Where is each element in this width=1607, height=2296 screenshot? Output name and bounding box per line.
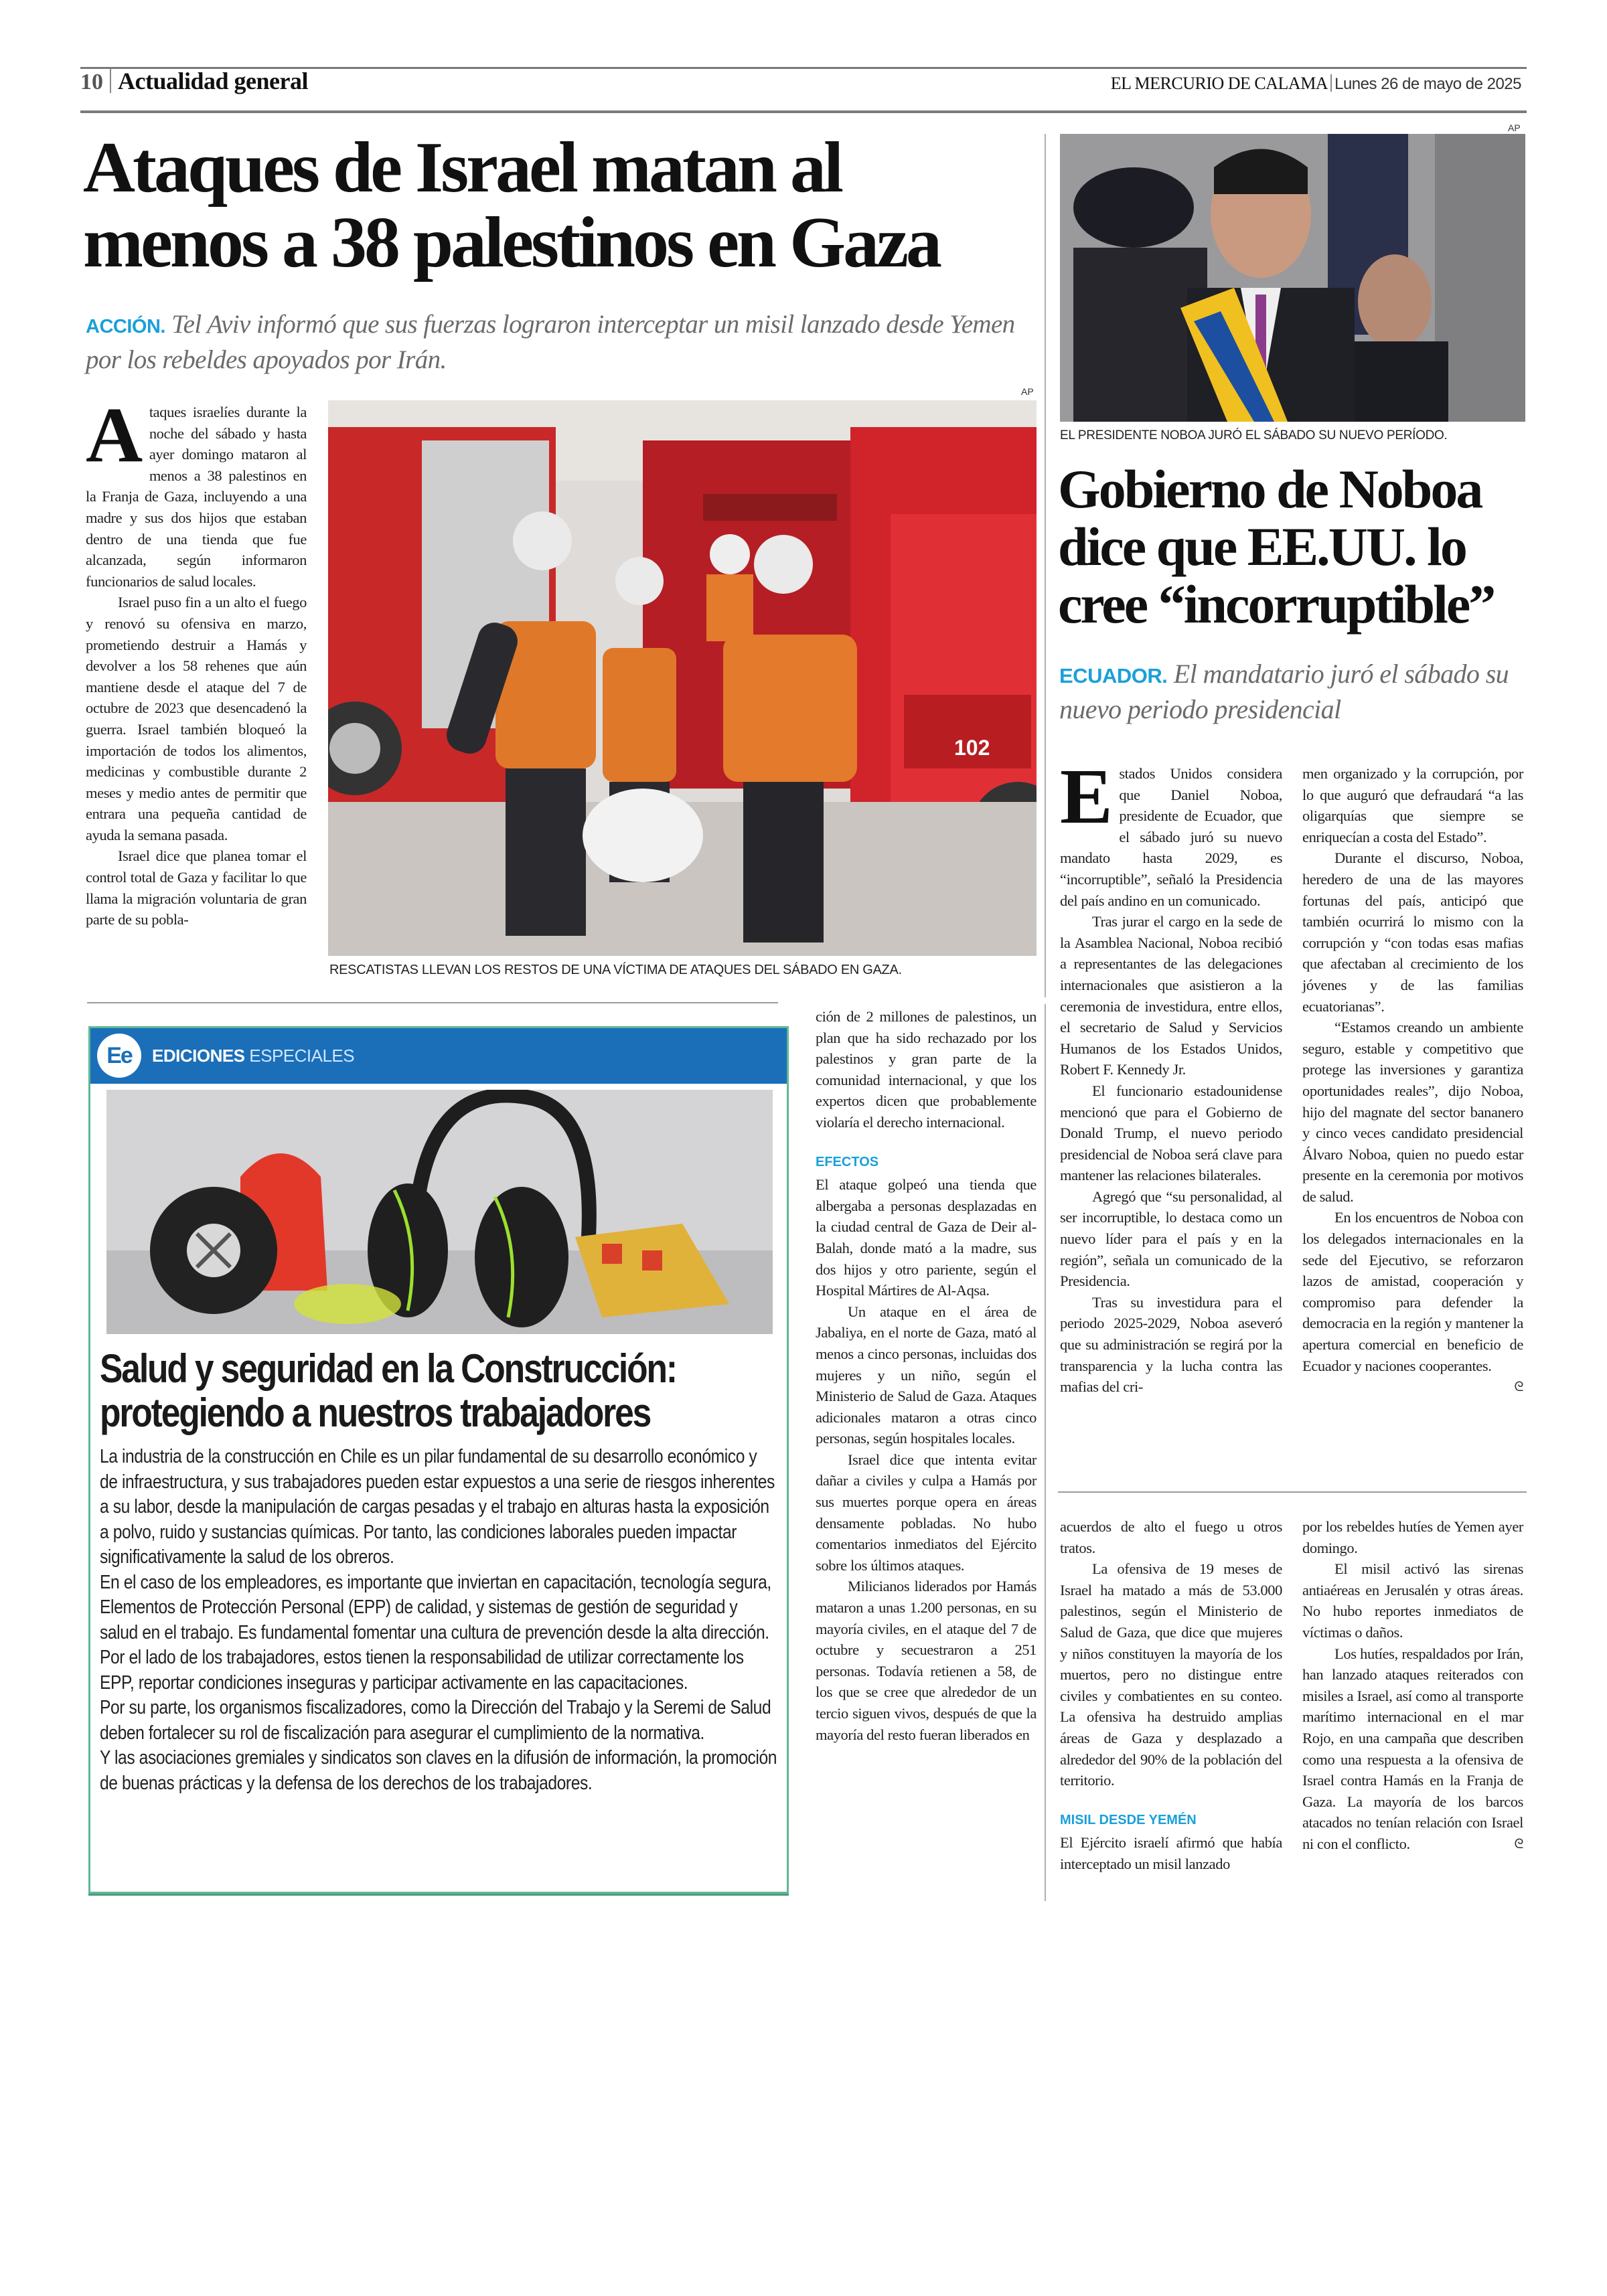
noboa-photo-credit: AP xyxy=(1508,122,1521,133)
gaza-deck-text: Tel Aviv informó que sus fuerzas lograron interceptar un misil lanzado desde Yemen por los rebeldes apoyados por Irán. xyxy=(86,310,1015,374)
page-number: 10 xyxy=(80,70,103,94)
gaza-paragraph: por los rebeldes hutíes de Yemen ayer domingo. xyxy=(1302,1518,1523,1556)
svg-text:102: 102 xyxy=(954,736,990,760)
noboa-photo-caption: EL PRESIDENTE NOBOA JURÓ EL SÁBADO SU NUEVO PERÍODO. xyxy=(1060,428,1448,442)
gaza-paragraph: El misil activó las sirenas antiaéreas en Jerusalén y otras áreas. No hubo reportes inmediatos de víctimas o daños. xyxy=(1302,1560,1523,1641)
noboa-paragraph: El funcionario estadounidense mencionó que para el Gobierno de Donald Trump, el nuevo periodo presidencial de Noboa será clave para mantener las relaciones bilaterales. xyxy=(1060,1082,1282,1184)
noboa-photo xyxy=(1060,134,1525,422)
gaza-body-col3 xyxy=(1060,1516,1282,1875)
noboa-paragraph: Tras jurar el cargo en la sede de la Asamblea Nacional, Noboa recibió a representantes de las delegaciones internacionales que asistieron a la ceremonia de investidura, entre ellos, el secretario de Salud y Servicios Humanos de los Estados Unidos, Robert F. Kennedy Jr. xyxy=(1060,913,1282,1078)
ad-title-line1: Salud y seguridad en la Construcción: xyxy=(100,1346,676,1391)
ad-paragraph: Por su parte, los organismos fiscalizadores, como la Dirección del Trabajo y la Seremi de Salud deben fortalecer su rol de fiscalización para asegurar el cumplimiento de la normativa. xyxy=(100,1697,771,1744)
header-separator xyxy=(110,69,111,93)
ediciones-especiales-logo: Ee xyxy=(97,1034,141,1078)
gaza-body-col4 xyxy=(1302,1516,1523,1855)
gaza-paragraph: Israel dice que planea tomar el control total de Gaza y facilitar lo que llama la migración voluntaria de gran parte de su pobla- xyxy=(86,847,307,928)
header-separator xyxy=(1330,74,1332,92)
gaza-paragraph: Los hutíes, respaldados por Irán, han lanzado ataques reiterados con misiles a Israel, así como al transporte marítimo internacional en el mar Rojo, en una campaña que describen como una respuesta a la ofensiva de Israel contra Hamás en la Franja de Gaza. La mayoría de los barcos atacados no tenían relación con Israel ni con el conflicto. ᘓ xyxy=(1302,1643,1523,1855)
subhead-misil: MISIL DESDE YEMÉN xyxy=(1060,1812,1197,1827)
gaza-kicker: ACCIÓN. xyxy=(86,316,165,337)
noboa-body-col1 xyxy=(1060,752,1282,1398)
ad-title xyxy=(100,1347,676,1435)
caption-divider xyxy=(87,1002,778,1003)
noboa-end-divider xyxy=(1058,1491,1527,1493)
gaza-photo-credit: AP xyxy=(1021,386,1034,397)
column-divider xyxy=(1045,1004,1046,1901)
noboa-kicker: ECUADOR. xyxy=(1059,664,1168,687)
section-title: Actualidad general xyxy=(118,68,308,94)
gaza-rescue-photo xyxy=(328,400,1037,956)
gaza-paragraph: Un ataque en el área de Jabaliya, en el norte de Gaza, mató al menos a cinco personas, incluidas dos mujeres y un niño, según el Ministerio de Salud de Gaza. Ataques adicionales mataron a otras cinco personas, según hospitales locales. xyxy=(816,1303,1037,1447)
gaza-paragraph: ción de 2 millones de palestinos, un plan que ha sido rechazado por los palestinos y gran parte de la comunidad internacional, y que los expertos dicen que probablemente violaría el derecho internacional. xyxy=(816,1008,1037,1131)
noboa-headline-line1: Gobierno de Noboa xyxy=(1058,459,1482,519)
gaza-lead-paragraph: Ataques israelíes durante la noche del sábado y hasta ayer domingo mataron al menos a 38 palestinos en la Franja de Gaza, incluyendo a una madre y sus dos hijos que estaban dentro de una tienda que fue alcanzada, según informaron funcionarios de salud locales. xyxy=(86,391,307,590)
gaza-paragraph: El Ejército israelí afirmó que había interceptado un misil lanzado xyxy=(1060,1834,1282,1872)
gaza-paragraph: Israel dice que intenta evitar dañar a civiles y culpa a Hamás por sus muertes porque opera en áreas densamente pobladas. No hubo comentarios inmediatos del Ejército sobre los últimos ataques. xyxy=(816,1451,1037,1574)
page-header-left xyxy=(80,67,308,95)
noboa-drop-cap: E xyxy=(1060,752,1113,840)
issue-date: Lunes 26 de mayo de 2025 xyxy=(1334,75,1521,93)
ad-paragraph: En el caso de los empleadores, es importante que inviertan en capacitación, tecnología segura, Elementos de Protección Personal (EPP) de calidad, y sistemas de gestión de seguridad y salud en el trabajo. Es fundamental fomentar una cultura de prevención desde la alta dirección. xyxy=(100,1571,771,1643)
ppe-image xyxy=(106,1090,773,1334)
gaza-paragraph: La ofensiva de 19 meses de Israel ha matado a más de 53.000 palestinos, según el Ministerio de Salud de Gaza, que dice que mujeres y niños constituyen la mayoría de los muertos, pero no distingue entre civiles y combatientes en su conteo. La ofensiva ha destruido amplias áreas de Gaza y desplazado a alrededor del 90% de la población del territorio. xyxy=(1060,1560,1282,1789)
noboa-paragraph: En los encuentros de Noboa con los delegados internacionales en la sede del Ejecutivo, se reforzaron lazos de amistad, cooperación y compromiso para defender la democracia en la región y mantener la apertura comercial en beneficio de Ecuador y naciones cooperantes. ᘓ xyxy=(1302,1207,1523,1376)
gaza-headline-line2: menos a 38 palestinos en Gaza xyxy=(83,203,940,282)
noboa-lead-paragraph: Estados Unidos considera que Daniel Noboa, presidente de Ecuador, que el sábado juró su nuevo mandato hasta 2029, es “incorruptible”, señaló la Presidencia del país andino en un comunicado. xyxy=(1060,752,1282,909)
newspaper-name: EL MERCURIO DE CALAMA xyxy=(1110,74,1328,93)
gaza-paragraph: Israel puso fin a un alto el fuego y renovó su ofensiva en marzo, prometiendo destruir a Hamás y devolver a los 58 rehenes que aún mantiene desde el ataque del 7 de octubre de 2023 que desencadenó la guerra. Israel también bloqueó la importación de todos los alimentos, medicinas y combustible durante 2 meses y medio antes de permitir que entrara una pequeña cantidad de ayuda la semana pasada. xyxy=(86,594,307,843)
president-noboa-image xyxy=(1060,134,1525,422)
safety-equipment-photo xyxy=(106,1090,773,1334)
subhead-efectos: EFECTOS xyxy=(816,1154,879,1169)
ad-paragraph: Por el lado de los trabajadores, estos tienen la responsabilidad de utilizar correctamente los EPP, reportar condiciones inseguras y participar activamente en las capacitaciones. xyxy=(100,1647,744,1694)
ad-paragraph: La industria de la construcción en Chile es un pilar fundamental de su desarrollo económico y de infraestructura, y sus trabajadores pueden estar expuestos a una serie de riesgos inherentes a su labor, desde la manipulación de cargas pesadas y el trabajo en alturas hasta la exposición a polvo, ruido y sustancias químicas. Por tanto, las condiciones laborales pueden impactar significativamente la salud de los obreros. xyxy=(100,1446,775,1568)
page-header-right xyxy=(1111,74,1521,94)
gaza-deck xyxy=(86,308,1037,377)
gaza-paragraph: Milicianos liderados por Hamás mataron a unas 1.200 personas, en su mayoría civiles, en el ataque del 7 de octubre y secuestraron a 251 personas. Todavía retienen a 58, de los que se cree que alrededor de un tercio siguen vivos, después de que la mayoría del resto fueran liberados en xyxy=(816,1578,1037,1743)
right-column-divider xyxy=(1045,134,1046,997)
noboa-deck-text: El mandatario juró el sábado su nuevo periodo presidencial xyxy=(1059,659,1509,724)
noboa-body-col2 xyxy=(1302,763,1523,1398)
end-of-article-icon: ᘓ xyxy=(1514,1378,1523,1395)
noboa-paragraph: Durante el discurso, Noboa, heredero de una de las mayores fortunas del país, anticipó que también ocurrirá lo mismo con la corrupción y “con todas esas mafias que afectaban al crecimiento de los jóvenes y de las familias ecuatorianas”. xyxy=(1302,849,1523,1015)
gaza-headline-line1: Ataques de Israel matan al xyxy=(83,128,841,208)
noboa-deck xyxy=(1059,657,1528,726)
ad-body xyxy=(100,1445,777,1796)
gaza-paragraph: acuerdos de alto el fuego u otros tratos. xyxy=(1060,1518,1282,1556)
gaza-headline xyxy=(83,128,1047,282)
gaza-photo-caption: RESCATISTAS LLEVAN LOS RESTOS DE UNA VÍCTIMA DE ATAQUES DEL SÁBADO EN GAZA. xyxy=(329,963,902,977)
gaza-body-col2 xyxy=(816,1006,1037,1745)
gaza-drop-cap: A xyxy=(86,391,143,479)
noboa-paragraph: Tras su investidura para el periodo 2025-2029, Noboa aseveró que su administración se regirá por la transparencia y la lucha contra las mafias del cri- xyxy=(1060,1293,1282,1396)
rescue-workers-image xyxy=(328,400,1037,956)
gaza-paragraph: El ataque golpeó una tienda que albergaba a personas desplazadas en la ciudad central de Gaza de Deir al-Balah, donde mató a la madre, sus dos hijos y otro pariente, según el Hospital Mártires de Al-Aqsa. xyxy=(816,1176,1037,1299)
noboa-headline-line3: cree “incorruptible” xyxy=(1058,574,1495,635)
special-edition-ad[interactable] xyxy=(88,1026,789,1894)
end-of-article-icon: ᘓ xyxy=(1514,1835,1523,1852)
noboa-paragraph: “Estamos creando un ambiente seguro, estable y competitivo que protege las inversiones y garantiza oportunidades reales”, dijo Noboa, hijo del magnate del sector bananero y cinco veces candidato presidencial Álvaro Noboa, quien no puedo estar presente en la ceremonia por motivos de salud. xyxy=(1302,1019,1523,1205)
ad-paragraph: Y las asociaciones gremiales y sindicatos son claves en la difusión de información, la promoción de buenas prácticas y la defensa de los derechos de los trabajadores. xyxy=(100,1747,777,1794)
gaza-body-col1 xyxy=(86,391,307,930)
noboa-paragraph: Agregó que “su personalidad, al ser incorruptible, lo destaca como un nuevo líder para el país y en la región”, señala un comunicado de la Presidencia. xyxy=(1060,1187,1282,1290)
noboa-paragraph: men organizado y la corrupción, por lo que auguró que defraudará “a las oligarquías que siempre se enriquecían a costa del Estado”. xyxy=(1302,765,1523,845)
noboa-headline xyxy=(1058,461,1540,633)
noboa-headline-line2: dice que EE.UU. lo xyxy=(1058,516,1466,577)
ad-title-line2: protegiendo a nuestros trabajadores xyxy=(100,1390,651,1435)
ad-header-band xyxy=(90,1028,787,1084)
ad-brand: EDICIONES ESPECIALES xyxy=(152,1046,355,1066)
header-bottom-rule xyxy=(80,110,1527,113)
